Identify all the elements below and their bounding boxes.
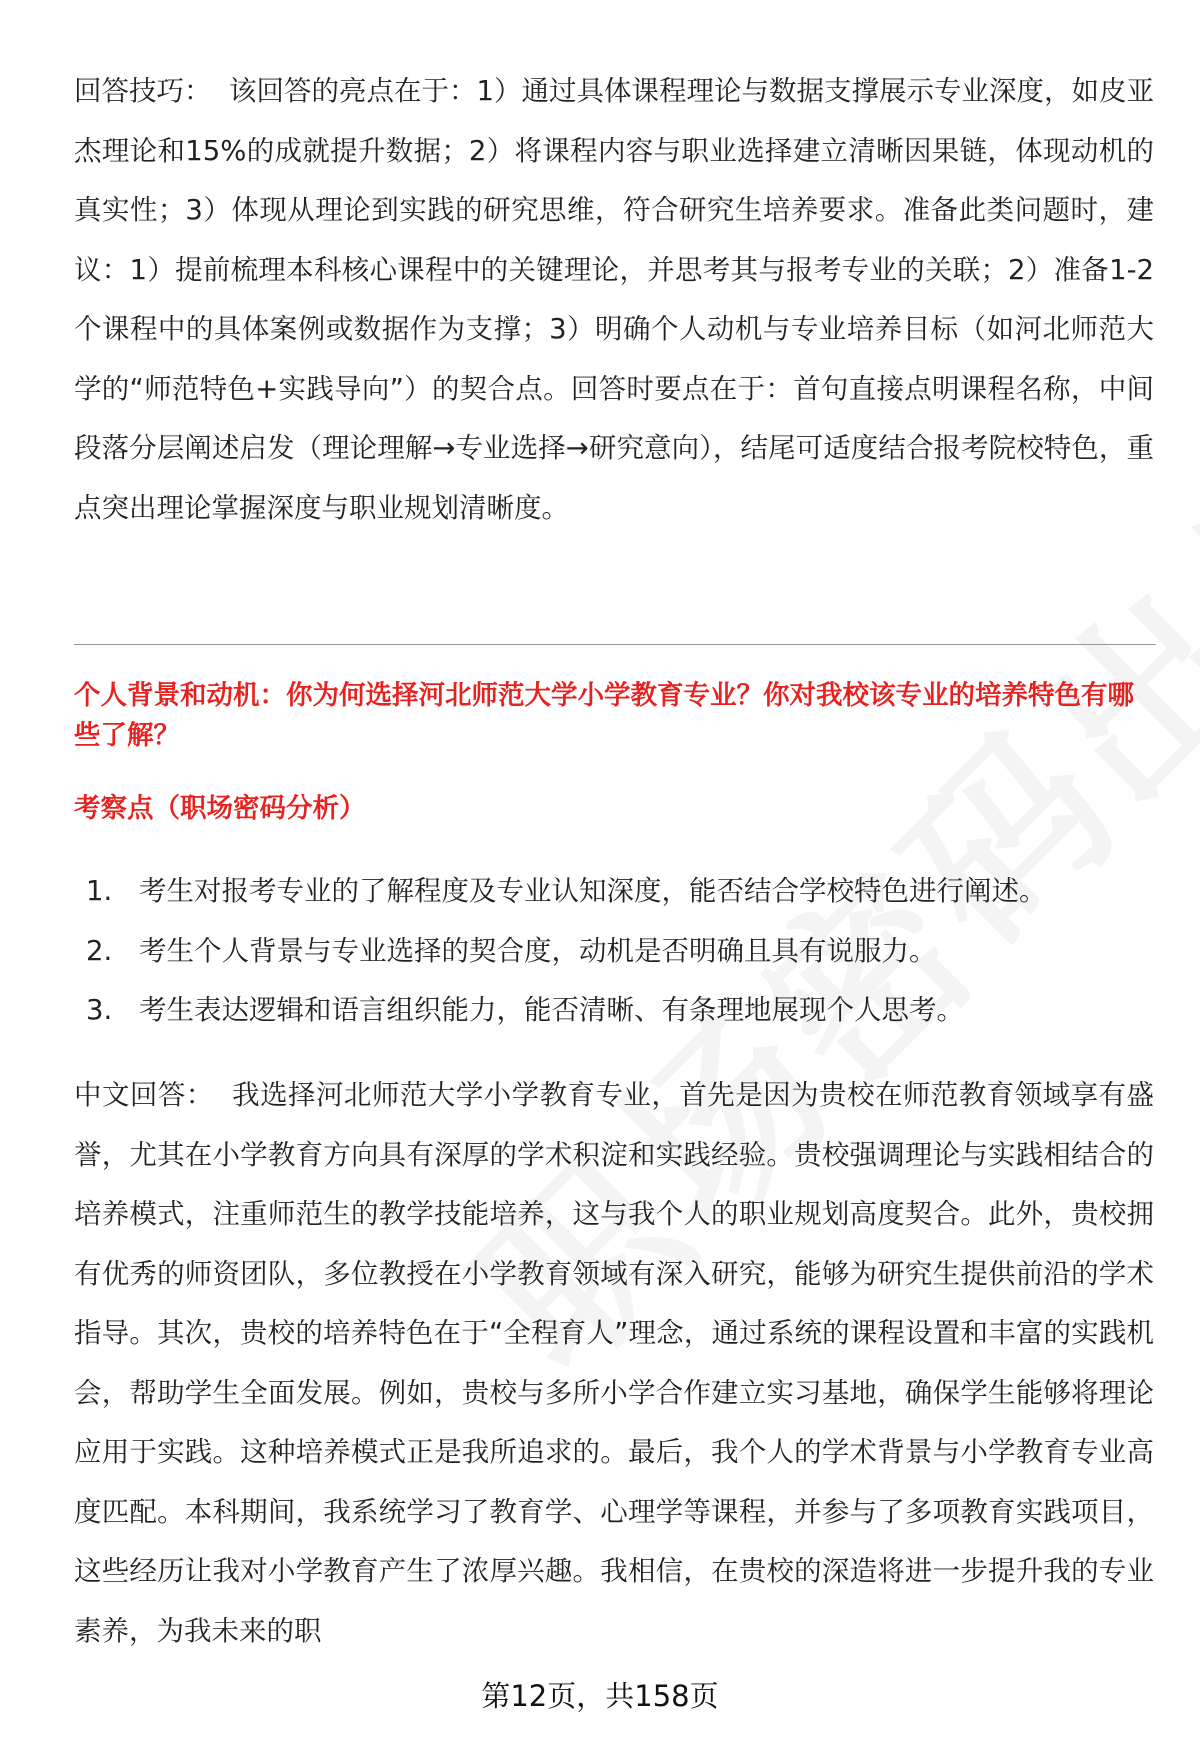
list-item-number: 1. [86, 875, 113, 907]
chinese-answer-section [74, 1066, 1154, 1661]
list-item-number: 3. [86, 994, 113, 1026]
list-item [74, 981, 1154, 1041]
list-item-text: 考生对报考专业的了解程度及专业认知深度，能否结合学校特色进行阐述。 [139, 875, 1047, 907]
assessment-points-list [74, 862, 1154, 1041]
section-divider [74, 644, 1156, 645]
question-heading: 个人背景和动机：你为何选择河北师范大学小学教育专业？你对我校该专业的培养特色有哪些了解？ [74, 680, 1134, 751]
chinese-answer-label: 中文回答： [74, 1079, 214, 1111]
chinese-answer-paragraph [74, 1066, 1154, 1661]
list-item [74, 862, 1154, 922]
page-number-footer: 第12页，共158页 [481, 1679, 719, 1713]
answer-tips-text: 该回答的亮点在于：1）通过具体课程理论与数据支撑展示专业深度，如皮亚杰理论和15%的成就提升数据；2）将课程内容与职业选择建立清晰因果链，体现动机的真实性；3）体现从理论到实践的研究思维，符合研究生培养要求。准备此类问题时，建议：1）提前梳理本科核心课程中的关键理论，并思考其与报考专业的关联；2）准备1-2个课程中的具体案例或数据作为支撑；3）明确个人动机与专业培养目标（如河北师范大学的“师范特色+实践导向”）的契合点。回答时要点在于：首句直接点明课程名称，中间段落分层阐述启发（理论理解→专业选择→研究意向），结尾可适度结合报考院校特色，重点突出理论掌握深度与职业规划清晰度。 [74, 75, 1155, 524]
answer-tips-label: 回答技巧： [74, 75, 212, 107]
list-item [74, 922, 1154, 982]
list-item-number: 2. [86, 934, 113, 967]
answer-tips-section [74, 62, 1154, 538]
list-item-text: 考生表达逻辑和语言组织能力，能否清晰、有条理地展现个人思考。 [139, 994, 964, 1026]
assessment-points-heading: 考察点（职场密码分析） [74, 793, 366, 824]
chinese-answer-text: 我选择河北师范大学小学教育专业，首先是因为贵校在师范教育领域享有盛誉，尤其在小学教育方向具有深厚的学术积淀和实践经验。贵校强调理论与实践相结合的培养模式，注重师范生的教学技能培养，这与我个人的职业规划高度契合。此外，贵校拥有优秀的师资团队，多位教授在小学教育领域有深入研究，能够为研究生提供前沿的学术指导。其次，贵校的培养特色在于“全程育人”理念，通过系统的课程设置和丰富的实践机会，帮助学生全面发展。例如，贵校与多所小学合作建立实习基地，确保学生能够将理论应用于实践。这种培养模式正是我所追求的。最后，我个人的学术背景与小学教育专业高度匹配。本科期间，我系统学习了教育学、心理学等课程，并参与了多项教育实践项目，这些经历让我对小学教育产生了浓厚兴趣。我相信，在贵校的深造将进一步提升我的专业素养，为我未来的职 [74, 1079, 1155, 1647]
list-item-text: 考生个人背景与专业选择的契合度，动机是否明确且具有说服力。 [139, 934, 937, 967]
answer-tips-paragraph [74, 62, 1154, 538]
